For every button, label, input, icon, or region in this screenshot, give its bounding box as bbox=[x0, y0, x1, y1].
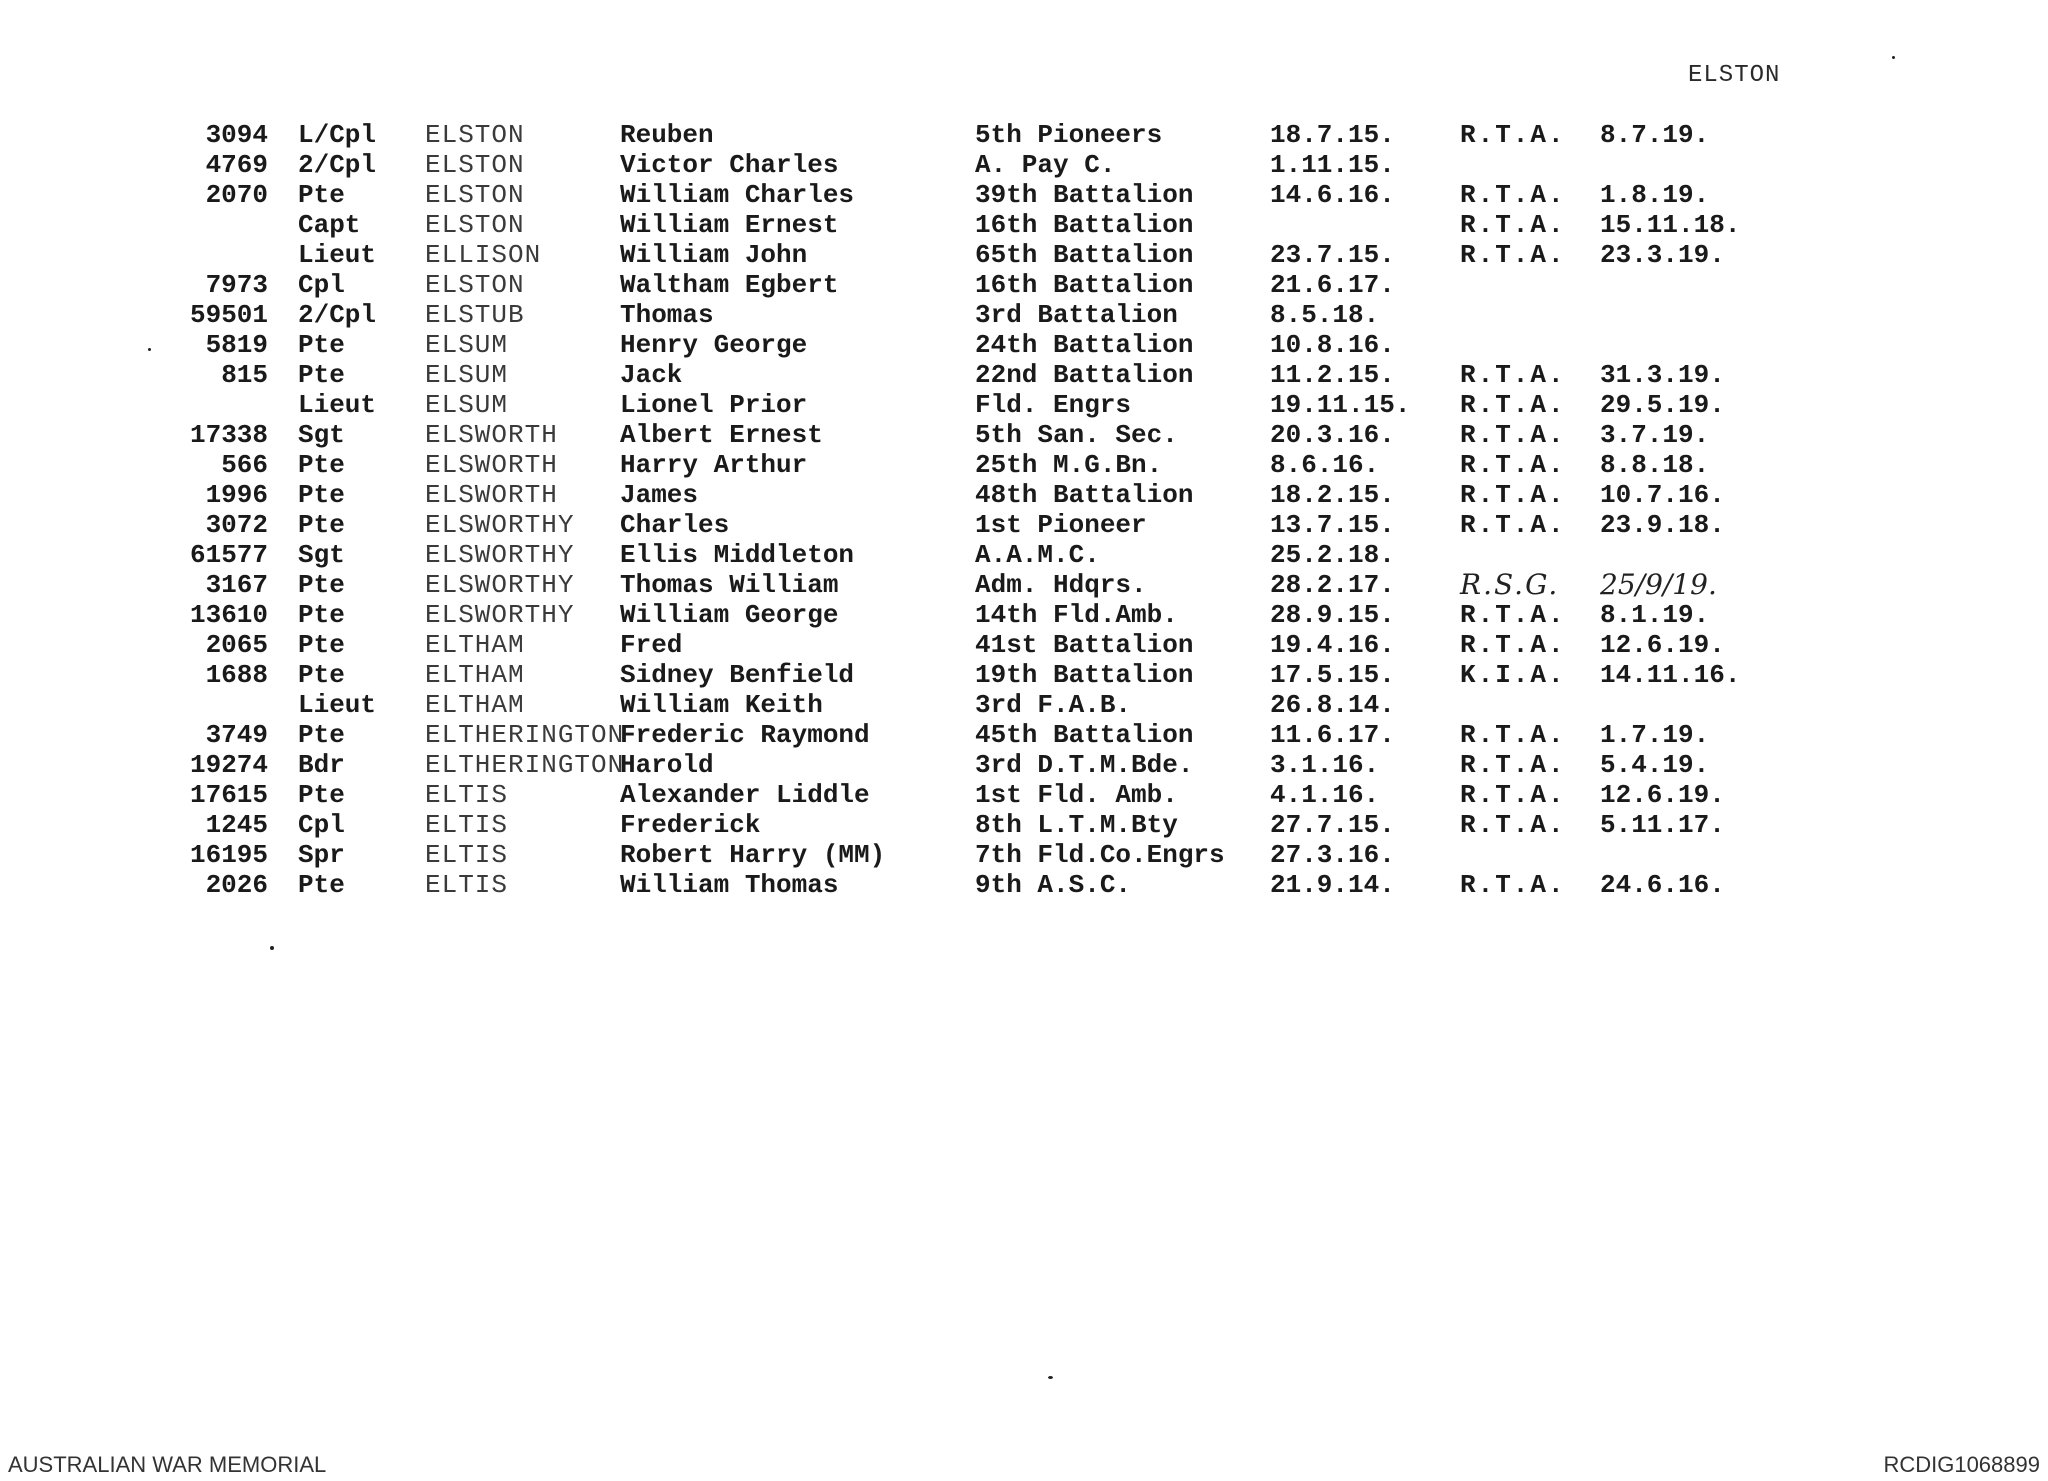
rank-cell: 2/Cpl bbox=[298, 300, 377, 330]
rank-cell: Spr bbox=[298, 840, 345, 870]
service-number-cell: 2065 bbox=[205, 630, 268, 660]
enlistment-date-cell: 20.3.16. bbox=[1270, 420, 1395, 450]
enlistment-date-cell: 19.11.15. bbox=[1270, 390, 1411, 420]
fate-date-cell: 3.7.19. bbox=[1600, 420, 1710, 450]
fate-cell: R.T.A. bbox=[1460, 750, 1566, 780]
service-number-cell: 13610 bbox=[189, 600, 268, 630]
enlistment-date-cell: 23.7.15. bbox=[1270, 240, 1395, 270]
roll-row bbox=[150, 660, 1790, 690]
unit-cell: 5th San. Sec. bbox=[975, 420, 1178, 450]
service-number-cell: 2070 bbox=[205, 180, 268, 210]
service-number-cell: 17615 bbox=[189, 780, 268, 810]
service-number-cell: 566 bbox=[221, 450, 268, 480]
enlistment-date-cell: 27.7.15. bbox=[1270, 810, 1395, 840]
roll-row bbox=[150, 270, 1790, 300]
unit-cell: 24th Battalion bbox=[975, 330, 1194, 360]
surname-cell: ELTIS bbox=[425, 780, 509, 810]
service-number-cell: 17338 bbox=[189, 420, 268, 450]
fate-date-cell: 5.4.19. bbox=[1600, 750, 1710, 780]
surname-heading: ELSTON bbox=[1688, 62, 1781, 89]
surname-cell: ELTHAM bbox=[425, 690, 525, 720]
fate-cell: R.T.A. bbox=[1460, 720, 1566, 750]
surname-cell: ELLISON bbox=[425, 240, 542, 270]
given-names-cell: William George bbox=[620, 600, 839, 630]
roll-row bbox=[150, 330, 1790, 360]
fate-cell: R.T.A. bbox=[1460, 600, 1566, 630]
given-names-cell: William Thomas bbox=[620, 870, 839, 900]
unit-cell: 45th Battalion bbox=[975, 720, 1194, 750]
rank-cell: L/Cpl bbox=[298, 120, 377, 150]
roll-row bbox=[150, 600, 1790, 630]
rank-cell: Pte bbox=[298, 330, 345, 360]
unit-cell: 8th L.T.M.Bty bbox=[975, 810, 1178, 840]
service-number-cell: 59501 bbox=[189, 300, 268, 330]
unit-cell: 16th Battalion bbox=[975, 210, 1194, 240]
enlistment-date-cell: 1.11.15. bbox=[1270, 150, 1395, 180]
enlistment-date-cell: 27.3.16. bbox=[1270, 840, 1395, 870]
rank-cell: Pte bbox=[298, 600, 345, 630]
roll-row bbox=[150, 480, 1790, 510]
given-names-cell: Albert Ernest bbox=[620, 420, 823, 450]
service-number-cell: 1688 bbox=[205, 660, 268, 690]
fate-date-cell: 23.9.18. bbox=[1600, 510, 1725, 540]
given-names-cell: William Keith bbox=[620, 690, 823, 720]
fate-date-cell: 14.11.16. bbox=[1600, 660, 1741, 690]
scan-speck bbox=[1048, 1376, 1053, 1379]
fate-cell: R.T.A. bbox=[1460, 120, 1566, 150]
given-names-cell: Sidney Benfield bbox=[620, 660, 855, 690]
rank-cell: Sgt bbox=[298, 420, 345, 450]
service-number-cell: 815 bbox=[221, 360, 268, 390]
service-number-cell: 3749 bbox=[205, 720, 268, 750]
surname-cell: ELTIS bbox=[425, 810, 509, 840]
rank-cell: Capt bbox=[298, 210, 361, 240]
enlistment-date-cell: 14.6.16. bbox=[1270, 180, 1395, 210]
roll-row bbox=[150, 300, 1790, 330]
surname-cell: ELSTON bbox=[425, 270, 525, 300]
surname-cell: ELSWORTHY bbox=[425, 510, 575, 540]
rank-cell: 2/Cpl bbox=[298, 150, 377, 180]
rank-cell: Pte bbox=[298, 360, 345, 390]
given-names-cell: Jack bbox=[620, 360, 683, 390]
fate-date-cell: 8.8.18. bbox=[1600, 450, 1710, 480]
fate-date-cell: 12.6.19. bbox=[1600, 630, 1725, 660]
given-names-cell: Fred bbox=[620, 630, 683, 660]
roll-row bbox=[150, 570, 1790, 600]
roll-row bbox=[150, 120, 1790, 150]
unit-cell: 48th Battalion bbox=[975, 480, 1194, 510]
service-number-cell: 5819 bbox=[205, 330, 268, 360]
fate-date-cell: 8.7.19. bbox=[1600, 120, 1710, 150]
fate-cell: R.T.A. bbox=[1460, 210, 1566, 240]
rank-cell: Bdr bbox=[298, 750, 345, 780]
unit-cell: 22nd Battalion bbox=[975, 360, 1194, 390]
institution-label: AUSTRALIAN WAR MEMORIAL bbox=[8, 1452, 327, 1477]
roll-row bbox=[150, 630, 1790, 660]
enlistment-date-cell: 18.7.15. bbox=[1270, 120, 1395, 150]
fate-cell: R.T.A. bbox=[1460, 390, 1566, 420]
fate-date-cell: 31.3.19. bbox=[1600, 360, 1725, 390]
unit-cell: 5th Pioneers bbox=[975, 120, 1163, 150]
rank-cell: Lieut bbox=[298, 390, 377, 420]
given-names-cell: Victor Charles bbox=[620, 150, 839, 180]
nominal-roll-table bbox=[150, 120, 1790, 900]
surname-cell: ELSWORTHY bbox=[425, 570, 575, 600]
service-number-cell: 16195 bbox=[189, 840, 268, 870]
unit-cell: 65th Battalion bbox=[975, 240, 1194, 270]
rank-cell: Cpl bbox=[298, 810, 345, 840]
given-names-cell: Harold bbox=[620, 750, 714, 780]
surname-cell: ELSTON bbox=[425, 180, 525, 210]
enlistment-date-cell: 11.6.17. bbox=[1270, 720, 1395, 750]
service-number-cell: 61577 bbox=[189, 540, 268, 570]
enlistment-date-cell: 28.9.15. bbox=[1270, 600, 1395, 630]
given-names-cell: William Ernest bbox=[620, 210, 839, 240]
surname-cell: ELSTON bbox=[425, 150, 525, 180]
rank-cell: Pte bbox=[298, 510, 345, 540]
rank-cell: Pte bbox=[298, 570, 345, 600]
given-names-cell: Ellis Middleton bbox=[620, 540, 855, 570]
unit-cell: 14th Fld.Amb. bbox=[975, 600, 1178, 630]
unit-cell: 16th Battalion bbox=[975, 270, 1194, 300]
enlistment-date-cell: 3.1.16. bbox=[1270, 750, 1380, 780]
unit-cell: 3rd Battalion bbox=[975, 300, 1178, 330]
unit-cell: 41st Battalion bbox=[975, 630, 1194, 660]
unit-cell: A. Pay C. bbox=[975, 150, 1116, 180]
roll-row bbox=[150, 360, 1790, 390]
given-names-cell: Harry Arthur bbox=[620, 450, 808, 480]
fate-cell: R.T.A. bbox=[1460, 510, 1566, 540]
unit-cell: 7th Fld.Co.Engrs bbox=[975, 840, 1225, 870]
enlistment-date-cell: 11.2.15. bbox=[1270, 360, 1395, 390]
rank-cell: Pte bbox=[298, 780, 345, 810]
enlistment-date-cell: 4.1.16. bbox=[1270, 780, 1380, 810]
fate-date-cell: 10.7.16. bbox=[1600, 480, 1725, 510]
given-names-cell: Thomas bbox=[620, 300, 714, 330]
surname-cell: ELTIS bbox=[425, 840, 509, 870]
surname-cell: ELTHERINGTON bbox=[425, 750, 625, 780]
fate-cell: R.T.A. bbox=[1460, 420, 1566, 450]
scan-speck bbox=[270, 946, 274, 950]
roll-row bbox=[150, 450, 1790, 480]
given-names-cell: Lionel Prior bbox=[620, 390, 808, 420]
fate-cell: R.T.A. bbox=[1460, 480, 1566, 510]
given-names-cell: Robert Harry (MM) bbox=[620, 840, 886, 870]
fate-date-cell: 12.6.19. bbox=[1600, 780, 1725, 810]
roll-row bbox=[150, 720, 1790, 750]
roll-row bbox=[150, 690, 1790, 720]
fate-cell: K.I.A. bbox=[1460, 660, 1566, 690]
service-number-cell: 3094 bbox=[205, 120, 268, 150]
roll-row bbox=[150, 780, 1790, 810]
rank-cell: Cpl bbox=[298, 270, 345, 300]
fate-date-cell: 1.8.19. bbox=[1600, 180, 1710, 210]
unit-cell: 1st Fld. Amb. bbox=[975, 780, 1178, 810]
roll-row bbox=[150, 210, 1790, 240]
given-names-cell: Alexander Liddle bbox=[620, 780, 870, 810]
enlistment-date-cell: 18.2.15. bbox=[1270, 480, 1395, 510]
fate-cell: R.T.A. bbox=[1460, 360, 1566, 390]
roll-row bbox=[150, 540, 1790, 570]
roll-row bbox=[150, 240, 1790, 270]
unit-cell: 9th A.S.C. bbox=[975, 870, 1132, 900]
scan-speck bbox=[1892, 56, 1895, 59]
surname-cell: ELSUM bbox=[425, 360, 509, 390]
enlistment-date-cell: 17.5.15. bbox=[1270, 660, 1395, 690]
given-names-cell: Waltham Egbert bbox=[620, 270, 839, 300]
unit-cell: Fld. Engrs bbox=[975, 390, 1132, 420]
enlistment-date-cell: 8.5.18. bbox=[1270, 300, 1380, 330]
rank-cell: Sgt bbox=[298, 540, 345, 570]
fate-date-cell: 29.5.19. bbox=[1600, 390, 1725, 420]
fate-cell: R.T.A. bbox=[1460, 780, 1566, 810]
enlistment-date-cell: 10.8.16. bbox=[1270, 330, 1395, 360]
rank-cell: Pte bbox=[298, 630, 345, 660]
service-number-cell: 1245 bbox=[205, 810, 268, 840]
surname-cell: ELTIS bbox=[425, 870, 509, 900]
scan-speck bbox=[148, 348, 151, 351]
surname-cell: ELTHAM bbox=[425, 660, 525, 690]
given-names-cell: Frederick bbox=[620, 810, 761, 840]
enlistment-date-cell: 21.6.17. bbox=[1270, 270, 1395, 300]
service-number-cell: 4769 bbox=[205, 150, 268, 180]
fate-date-cell: 25/9/19. bbox=[1600, 568, 1717, 601]
given-names-cell: Charles bbox=[620, 510, 730, 540]
enlistment-date-cell: 8.6.16. bbox=[1270, 450, 1380, 480]
unit-cell: 25th M.G.Bn. bbox=[975, 450, 1163, 480]
unit-cell: 3rd D.T.M.Bde. bbox=[975, 750, 1194, 780]
roll-row bbox=[150, 420, 1790, 450]
rank-cell: Lieut bbox=[298, 240, 377, 270]
unit-cell: 1st Pioneer bbox=[975, 510, 1147, 540]
roll-row bbox=[150, 180, 1790, 210]
surname-cell: ELSWORTH bbox=[425, 480, 558, 510]
surname-cell: ELTHAM bbox=[425, 630, 525, 660]
roll-row bbox=[150, 150, 1790, 180]
rank-cell: Pte bbox=[298, 870, 345, 900]
enlistment-date-cell: 28.2.17. bbox=[1270, 570, 1395, 600]
enlistment-date-cell: 26.8.14. bbox=[1270, 690, 1395, 720]
fate-cell: R.T.A. bbox=[1460, 810, 1566, 840]
enlistment-date-cell: 25.2.18. bbox=[1270, 540, 1395, 570]
surname-cell: ELSWORTHY bbox=[425, 600, 575, 630]
fate-cell: R.T.A. bbox=[1460, 180, 1566, 210]
enlistment-date-cell: 13.7.15. bbox=[1270, 510, 1395, 540]
fate-cell: R.T.A. bbox=[1460, 870, 1566, 900]
roll-row bbox=[150, 810, 1790, 840]
given-names-cell: William Charles bbox=[620, 180, 855, 210]
roll-row bbox=[150, 840, 1790, 870]
rank-cell: Pte bbox=[298, 720, 345, 750]
fate-date-cell: 5.11.17. bbox=[1600, 810, 1725, 840]
fate-date-cell: 24.6.16. bbox=[1600, 870, 1725, 900]
roll-row bbox=[150, 750, 1790, 780]
fate-date-cell: 8.1.19. bbox=[1600, 600, 1710, 630]
rank-cell: Pte bbox=[298, 180, 345, 210]
unit-cell: Adm. Hdqrs. bbox=[975, 570, 1147, 600]
fate-cell: R.T.A. bbox=[1460, 240, 1566, 270]
enlistment-date-cell: 19.4.16. bbox=[1270, 630, 1395, 660]
surname-cell: ELSWORTH bbox=[425, 450, 558, 480]
given-names-cell: Reuben bbox=[620, 120, 714, 150]
service-number-cell: 19274 bbox=[189, 750, 268, 780]
roll-row bbox=[150, 510, 1790, 540]
unit-cell: 39th Battalion bbox=[975, 180, 1194, 210]
surname-cell: ELSTUB bbox=[425, 300, 525, 330]
fate-date-cell: 15.11.18. bbox=[1600, 210, 1741, 240]
enlistment-date-cell: 21.9.14. bbox=[1270, 870, 1395, 900]
fate-cell: R.T.A. bbox=[1460, 630, 1566, 660]
roll-row bbox=[150, 870, 1790, 900]
rank-cell: Pte bbox=[298, 450, 345, 480]
surname-cell: ELSTON bbox=[425, 120, 525, 150]
surname-cell: ELSTON bbox=[425, 210, 525, 240]
given-names-cell: Thomas William bbox=[620, 570, 839, 600]
service-number-cell: 3167 bbox=[205, 570, 268, 600]
service-number-cell: 3072 bbox=[205, 510, 268, 540]
surname-cell: ELSWORTHY bbox=[425, 540, 575, 570]
service-number-cell: 7973 bbox=[205, 270, 268, 300]
surname-cell: ELTHERINGTON bbox=[425, 720, 625, 750]
fate-cell: R.T.A. bbox=[1460, 450, 1566, 480]
unit-cell: 3rd F.A.B. bbox=[975, 690, 1132, 720]
unit-cell: 19th Battalion bbox=[975, 660, 1194, 690]
surname-cell: ELSUM bbox=[425, 330, 509, 360]
service-number-cell: 2026 bbox=[205, 870, 268, 900]
unit-cell: A.A.M.C. bbox=[975, 540, 1100, 570]
fate-cell: R.S.G. bbox=[1460, 568, 1560, 601]
given-names-cell: Henry George bbox=[620, 330, 808, 360]
roll-row bbox=[150, 390, 1790, 420]
service-number-cell: 1996 bbox=[205, 480, 268, 510]
given-names-cell: James bbox=[620, 480, 699, 510]
fate-date-cell: 1.7.19. bbox=[1600, 720, 1710, 750]
rank-cell: Pte bbox=[298, 480, 345, 510]
surname-cell: ELSUM bbox=[425, 390, 509, 420]
given-names-cell: William John bbox=[620, 240, 808, 270]
surname-cell: ELSWORTH bbox=[425, 420, 558, 450]
rank-cell: Lieut bbox=[298, 690, 377, 720]
record-id-label: RCDIG1068899 bbox=[1883, 1452, 2040, 1477]
fate-date-cell: 23.3.19. bbox=[1600, 240, 1725, 270]
given-names-cell: Frederic Raymond bbox=[620, 720, 870, 750]
rank-cell: Pte bbox=[298, 660, 345, 690]
